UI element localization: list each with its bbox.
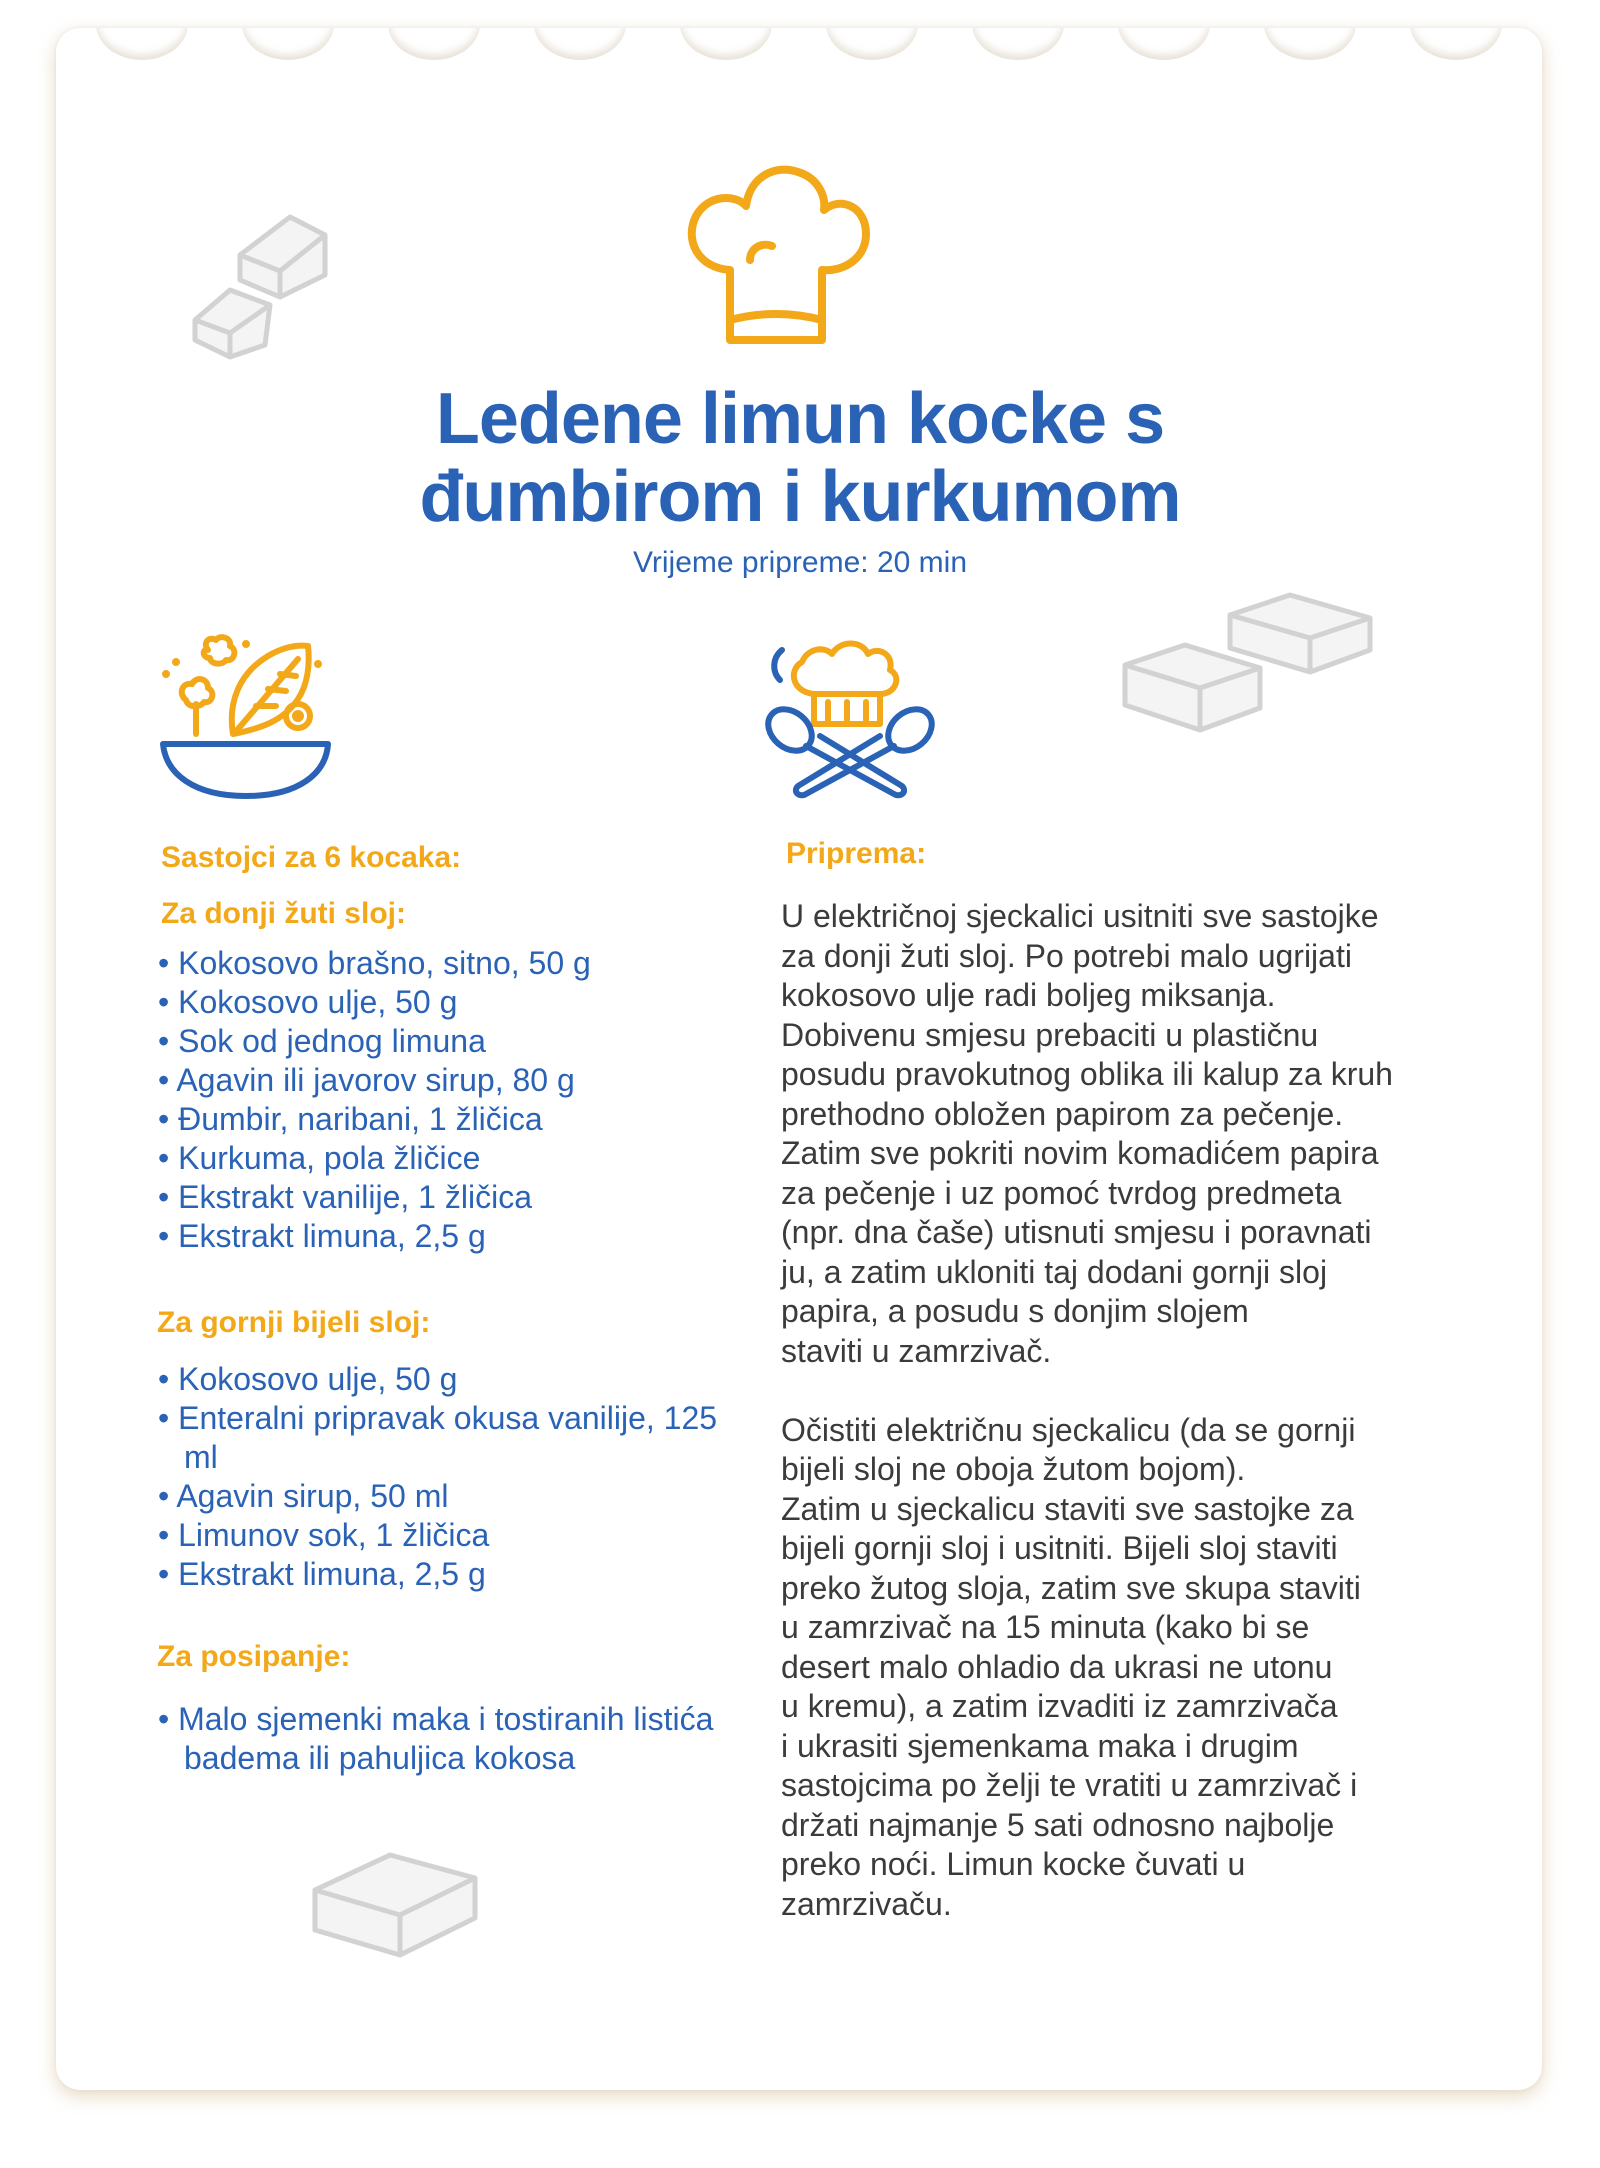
list-item: • Kokosovo ulje, 50 g xyxy=(158,983,718,1022)
recipe-title xyxy=(0,380,1600,536)
topping-list xyxy=(158,1700,718,1778)
list-item: • Enteralni pripravak okusa vanilije, 125 ml xyxy=(158,1399,718,1477)
list-item: • Limunov sok, 1 žličica xyxy=(158,1516,718,1555)
list-item: • Sok od jednog limuna xyxy=(158,1022,718,1061)
chef-spoons-icon xyxy=(762,632,938,802)
list-item: • Kokosovo brašno, sitno, 50 g xyxy=(158,944,718,983)
topping-heading: Za posipanje: xyxy=(157,1640,351,1673)
title-line-1: Ledene limun kocke s xyxy=(435,379,1165,459)
scalloped-edge xyxy=(56,28,1542,68)
list-item: • Malo sjemenki maka i tostiranih listića badema ili pahuljica kokosa xyxy=(158,1700,718,1778)
chef-hat-icon xyxy=(680,162,870,357)
ice-cube-icon xyxy=(310,1850,480,1960)
prep-time: Vrijeme pripreme: 20 min xyxy=(633,546,967,579)
preparation-paragraph-2: Očistiti električnu sjeckalicu (da se gornji bijeli sloj ne oboja žutom bojom). Zatim u sjeckalicu staviti sve sastojke za bijeli gornji sloj i usitniti. Bijeli sloj staviti preko žutog sloja, zatim sve skupa staviti u zamrzivač na 15 minuta (kako bi se desert malo ohladio da ukrasi ne utonu u kremu), a zatim izvaditi iz zamrzivača i ukrasiti sjemenkama maka i drugim sastojcima po želji te vratiti u zamrzivač i držati najmanje 5 sati odnosno najbolje preko noći. Limun kocke čuvati u zamrzivaču. xyxy=(781,1411,1361,1922)
list-item: • Ekstrakt vanilije, 1 žličica xyxy=(158,1178,718,1217)
bottom-layer-list xyxy=(158,944,718,1256)
preparation-heading: Priprema: xyxy=(786,837,927,870)
preparation-text xyxy=(781,897,1501,1924)
bottom-layer-heading: Za donji žuti sloj: xyxy=(161,897,406,930)
ice-cube-icon xyxy=(185,205,335,365)
list-item: • Ekstrakt limuna, 2,5 g xyxy=(158,1217,718,1256)
ingredients-heading: Sastojci za 6 kocaka: xyxy=(161,841,462,874)
list-item: • Kurkuma, pola žličice xyxy=(158,1139,718,1178)
top-layer-list xyxy=(158,1360,718,1594)
top-layer-heading: Za gornji bijeli sloj: xyxy=(157,1306,431,1339)
ice-cube-icon xyxy=(1120,590,1380,740)
list-item: • Agavin sirup, 50 ml xyxy=(158,1477,718,1516)
list-item: • Agavin ili javorov sirup, 80 g xyxy=(158,1061,718,1100)
salad-bowl-icon xyxy=(158,634,333,804)
list-item: • Ekstrakt limuna, 2,5 g xyxy=(158,1555,718,1594)
preparation-paragraph-1: U električnoj sjeckalici usitniti sve sastojke za donji žuti sloj. Po potrebi malo ugrijati kokosovo ulje radi boljeg miksanja. Dobivenu smjesu prebaciti u plastičnu posudu pravokutnog oblika ili kalup za kruh prethodno obložen papirom za pečenje. Zatim sve pokriti novim komadićem papira za pečenje i uz pomoć tvrdog predmeta (npr. dna čaše) utisnuti smjesu i poravnati ju, a zatim ukloniti taj dodani gornji sloj papira, a posudu s donjim slojem staviti u zamrzivač. xyxy=(781,898,1393,1369)
title-line-2: đumbirom i kurkumom xyxy=(419,457,1181,537)
list-item: • Đumbir, naribani, 1 žličica xyxy=(158,1100,718,1139)
list-item: • Kokosovo ulje, 50 g xyxy=(158,1360,718,1399)
